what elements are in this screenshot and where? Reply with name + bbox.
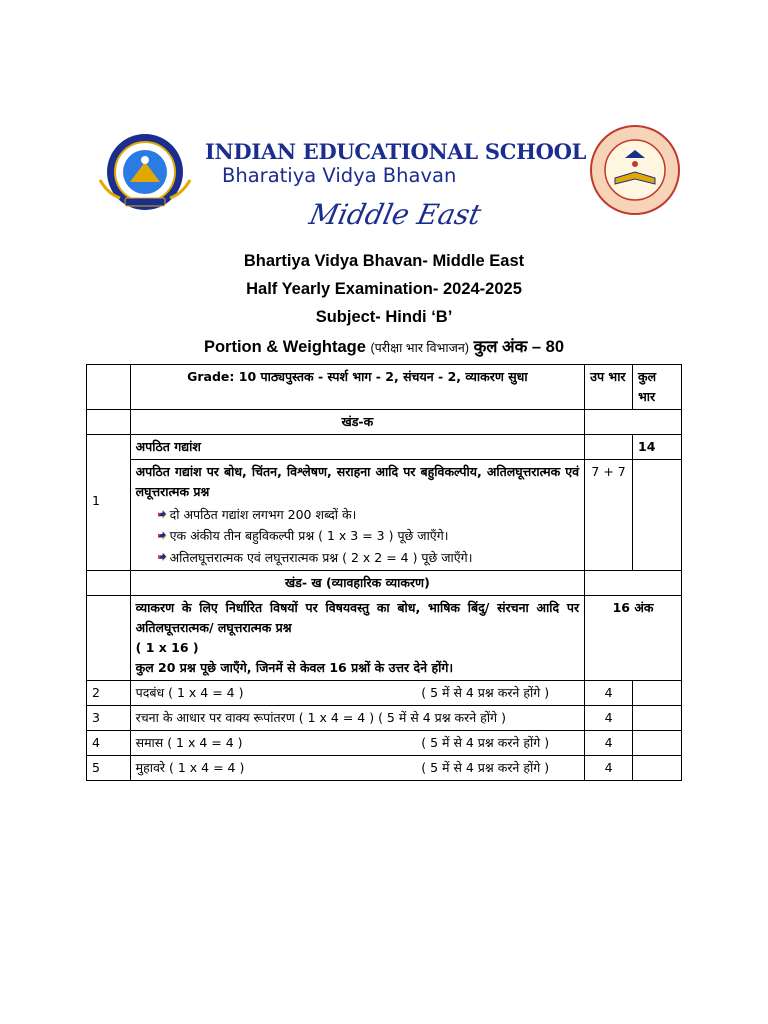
row-topic: पदबंध ( 1 x 4 = 4 ) [135,684,244,700]
arrow-bullet-icon [158,510,167,519]
table-row: 4 समास ( 1 x 4 = 4 ) ( 5 में से 4 प्रश्न करने होंगे ) 4 [87,730,682,755]
list-item: एक अंकीय तीन बहुविकल्पी प्रश्न ( 1 x 3 = 3 ) पूछे जाएँगे। [158,525,579,546]
signature-text: Middle East [306,198,485,231]
header-line-3: Subject- Hindi ‘B’ [315,308,453,326]
q1-text: अपठित गद्यांश पर बोध, चिंतन, विश्लेषण, सराहना आदि पर बहुविकल्पीय, अतिलघूत्तरात्मक एवं लघूत्तरात्मक प्रश्न [135,464,580,499]
arrow-bullet-icon [158,553,167,562]
grammar-marks: ( 1 x 16 ) [135,639,199,655]
table-row: 3 रचना के आधार पर वाक्य रूपांतरण ( 1 x 4 = 4 ) ( 5 में से 4 प्रश्न करने होंगे ) 4 [87,705,682,730]
table-header-row [87,365,682,410]
total-marks: कुल अंक – 80 [473,338,565,356]
q1-row [87,460,682,571]
header-line-2: Half Yearly Examination- 2024-2025 [246,280,522,298]
q1-bullet-list [136,504,579,568]
section-a-title: खंड-क [130,410,584,435]
row-sub-weight: 4 [585,705,633,730]
header-line-1: Bhartiya Vidya Bhavan- Middle East [243,252,525,270]
row-topic: समास ( 1 x 4 = 4 ) [135,734,243,750]
bhavan-logo-icon [90,132,200,212]
row-topic: मुहावरे ( 1 x 4 = 4 ) [135,759,245,775]
grammar-total: 16 अंक [585,595,682,680]
school-subtitle: Bharatiya Vidya Bhavan [222,164,457,187]
school-seal-icon [585,124,685,216]
weightage-table [86,364,682,781]
row-sub-weight: 4 [585,755,633,780]
row-note: ( 5 में से 4 प्रश्न करने होंगे ) [421,759,550,775]
grammar-text: व्याकरण के लिए निर्धारित विषयों पर विषयवस्तु का बोध, भाषिक बिंदु/ संरचना आदि पर अतिलघूत्तरात्मक/ लघूत्तरात्मक प्रश्न [135,599,580,635]
table-row: 2 पदबंध ( 1 x 4 = 4 ) ( 5 में से 4 प्रश्न करने होंगे ) 4 [87,680,682,705]
total-weight-heading: कुल भार [633,365,682,410]
arrow-bullet-icon [158,531,167,540]
section-b-row [87,570,682,595]
row-note: ( 5 में से 4 प्रश्न करने होंगे ) [421,684,550,700]
row-note: ( 5 में से 4 प्रश्न करने होंगे ) [421,734,550,750]
portion-weightage-label: Portion & Weightage [203,338,366,356]
header-line-4 [0,334,768,357]
row-sub-weight: 4 [585,730,633,755]
q1-number: 1 [87,435,131,571]
section-b-title: खंड- ख (व्यावहारिक व्याकरण) [130,570,584,595]
sub-weight-heading: उप भार [585,365,633,410]
row-topic: रचना के आधार पर वाक्य रूपांतरण ( 1 x 4 = 4 ) ( 5 में से 4 प्रश्न करने होंगे ) [130,705,584,730]
list-item: दो अपठित गद्यांश लगभग 200 शब्दों के। [158,504,579,525]
unseen-total: 14 [633,435,682,460]
row-sub-weight: 4 [585,680,633,705]
school-name: INDIAN EDUCATIONAL SCHOOL [205,139,587,164]
grammar-row [87,595,682,680]
grammar-note: कुल 20 प्रश्न पूछे जाएँगे, जिनमें से केवल 16 प्रश्नों के उत्तर देने होंगे। [135,659,454,675]
unseen-title: अपठित गद्यांश [130,435,584,460]
list-item: अतिलघूत्तरात्मक एवं लघूत्तरात्मक प्रश्न ( 2 x 2 = 4 ) पूछे जाएँगे। [158,547,579,568]
section-a-row [87,410,682,435]
weightage-hindi: (परीक्षा भार विभाजन) [370,341,469,355]
q1-sub-weight: 7 + 7 [585,460,633,571]
table-row: 5 मुहावरे ( 1 x 4 = 4 ) ( 5 में से 4 प्रश्न करने होंगे ) 4 [87,755,682,780]
grade-heading: Grade: 10 पाठ्यपुस्तक - स्पर्श भाग - 2, संचयन - 2, व्याकरण सुधा [130,365,584,410]
unseen-title-row [87,435,682,460]
